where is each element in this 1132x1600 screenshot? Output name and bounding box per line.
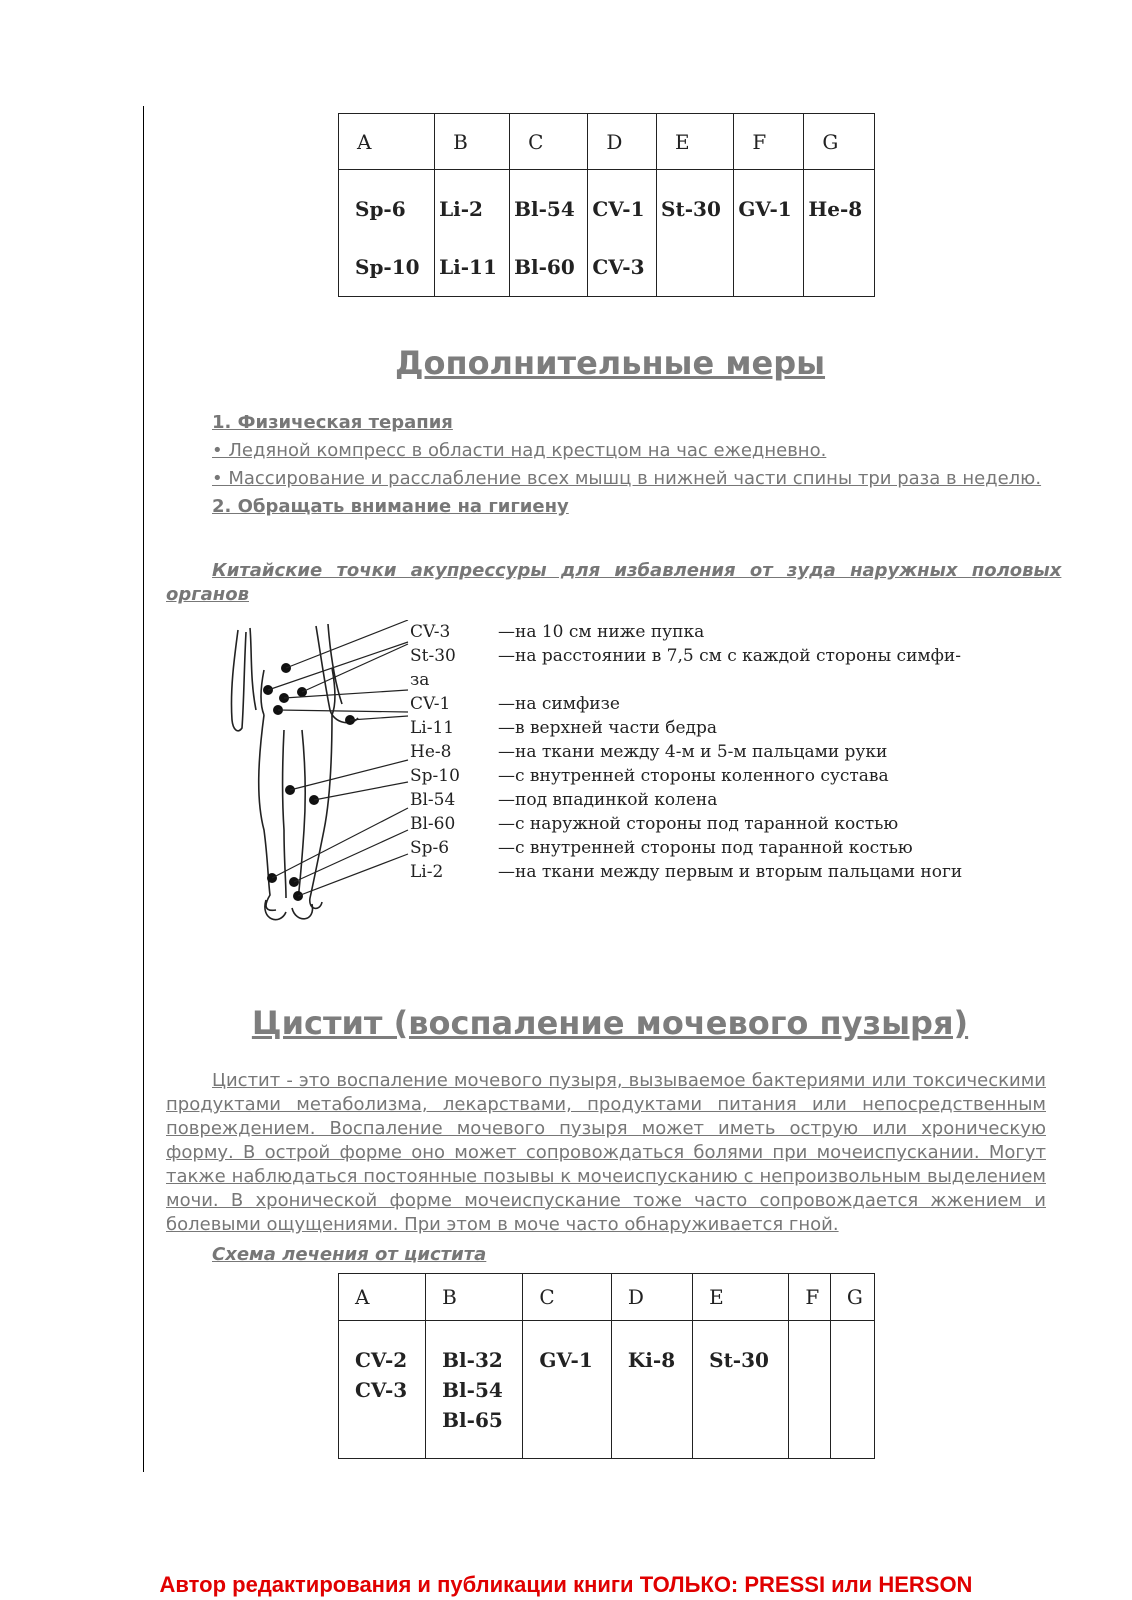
table-row [339,170,875,297]
figure-caption-line: органов [166,584,249,605]
table-header-cell: B [426,1274,523,1321]
point-code: St-30 [410,646,456,666]
table-cell: Li-2 Li-11 [435,170,510,297]
point-code: Bl-54 [410,790,456,810]
footer-credit: Автор редактирования и публикации книги ТОЛЬКО: PRESSI или HERSON [159,1572,973,1597]
body-paragraph: Цистит - это воспаление мочевого пузыря, вызываемое бактериями или токсическими продуктами метаболизма, лекарствами, продуктами питания или непосредственным повреждением. Воспаление мочевого пузыря может иметь острую или хроническую форму. В острой форме оно может сопровождаться болями при мочеиспускании. Могут также наблюдаться постоянные позывы к мочеиспусканию с непроизвольным выделением мочи. В хронической форме мочеиспускание тоже часто сопровождается жжением и болевыми ощущениями. При этом в моче часто обнаруживается гной. [166,1070,1046,1235]
table-header-cell: F [789,1274,831,1321]
points-table-1 [338,113,875,297]
list-item [410,764,962,788]
point-code: He-8 [410,742,452,762]
list-item [410,692,962,716]
point-desc: —на ткани между первым и вторым пальцами ноги [498,862,963,882]
list-item-heading: 1. Физическая терапия [212,412,453,433]
table-header-row [339,114,875,170]
table-cell: St-30 [657,170,734,297]
table-header-cell: D [611,1274,692,1321]
scheme-caption: Схема лечения от цистита [212,1244,487,1265]
point-code: за [410,670,430,690]
point-desc: —на симфизе [498,694,620,714]
leader-lines [268,620,408,896]
table-header-cell: A [339,114,435,170]
table-cell [789,1321,831,1459]
table-header-cell: E [657,114,734,170]
table-cell: CV-2 CV-3 [339,1321,426,1459]
list-item [410,620,962,644]
table-cell: He-8 [804,170,875,297]
point-code: Sp-6 [410,838,450,858]
points-table-2 [338,1273,875,1459]
list-item: • Массирование и расслабление всех мышц в нижней части спины три раза в неделю. [212,468,1042,489]
point-desc: —с внутренней стороны коленного сустава [498,766,889,786]
list-item [410,812,962,836]
point-desc: —на ткани между 4-м и 5-м пальцами руки [498,742,888,762]
acupoint-markers [263,663,355,901]
list-item [410,836,962,860]
table-cell: Bl-54 Bl-60 [510,170,588,297]
list-item [410,716,962,740]
point-code: CV-3 [410,622,451,642]
table-cell: Ki-8 [611,1321,692,1459]
point-desc: —в верхней части бедра [498,718,718,738]
table-header-row [339,1274,875,1321]
table-header-cell: E [693,1274,789,1321]
table-header-cell: C [523,1274,612,1321]
table-header-cell: D [588,114,657,170]
table-cell: Sp-6 Sp-10 [339,170,435,297]
table-cell: GV-1 [734,170,804,297]
list-item [410,644,962,668]
table-header-cell: B [435,114,510,170]
point-code: CV-1 [410,694,451,714]
table-cell: St-30 [693,1321,789,1459]
table-row [339,1321,875,1459]
list-item [410,788,962,812]
table-cell: GV-1 [523,1321,612,1459]
margin-line [143,106,144,1472]
table-header-cell: G [830,1274,874,1321]
legs-acupressure-figure [220,620,420,930]
table-header-cell: G [804,114,875,170]
point-desc: —под впадинкой колена [498,790,718,810]
list-item [410,860,962,884]
figure-caption [212,560,1062,581]
list-item: • Ледяной компресс в области над крестцом на час ежедневно. [212,440,827,461]
table-cell: CV-1 CV-3 [588,170,657,297]
list-item [410,740,962,764]
point-desc: —на 10 см ниже пупка [498,622,705,642]
table-header-cell: C [510,114,588,170]
table-header-cell: F [734,114,804,170]
table-cell [830,1321,874,1459]
list-item-heading: 2. Обращать внимание на гигиену [212,496,569,517]
point-code: Sp-10 [410,766,460,786]
point-desc: —с внутренней стороны под таранной костью [498,838,913,858]
point-desc: —на расстоянии в 7,5 см с каждой стороны симфи- [498,646,962,666]
point-desc: —с наружной стороны под таранной костью [498,814,899,834]
list-item [410,668,962,692]
table-cell: Bl-32 Bl-54 Bl-65 [426,1321,523,1459]
figure-caption-line: Китайские точки акупрессуры для избавления от зуда наружных половых [212,560,1062,581]
section-title: Цистит (воспаление мочевого пузыря) [251,1004,969,1042]
point-code: Li-2 [410,862,444,882]
table-header-cell: A [339,1274,426,1321]
point-code: Li-11 [410,718,455,738]
point-code: Bl-60 [410,814,456,834]
acupoint-legend [410,620,962,884]
section-title: Дополнительные меры [394,344,826,382]
